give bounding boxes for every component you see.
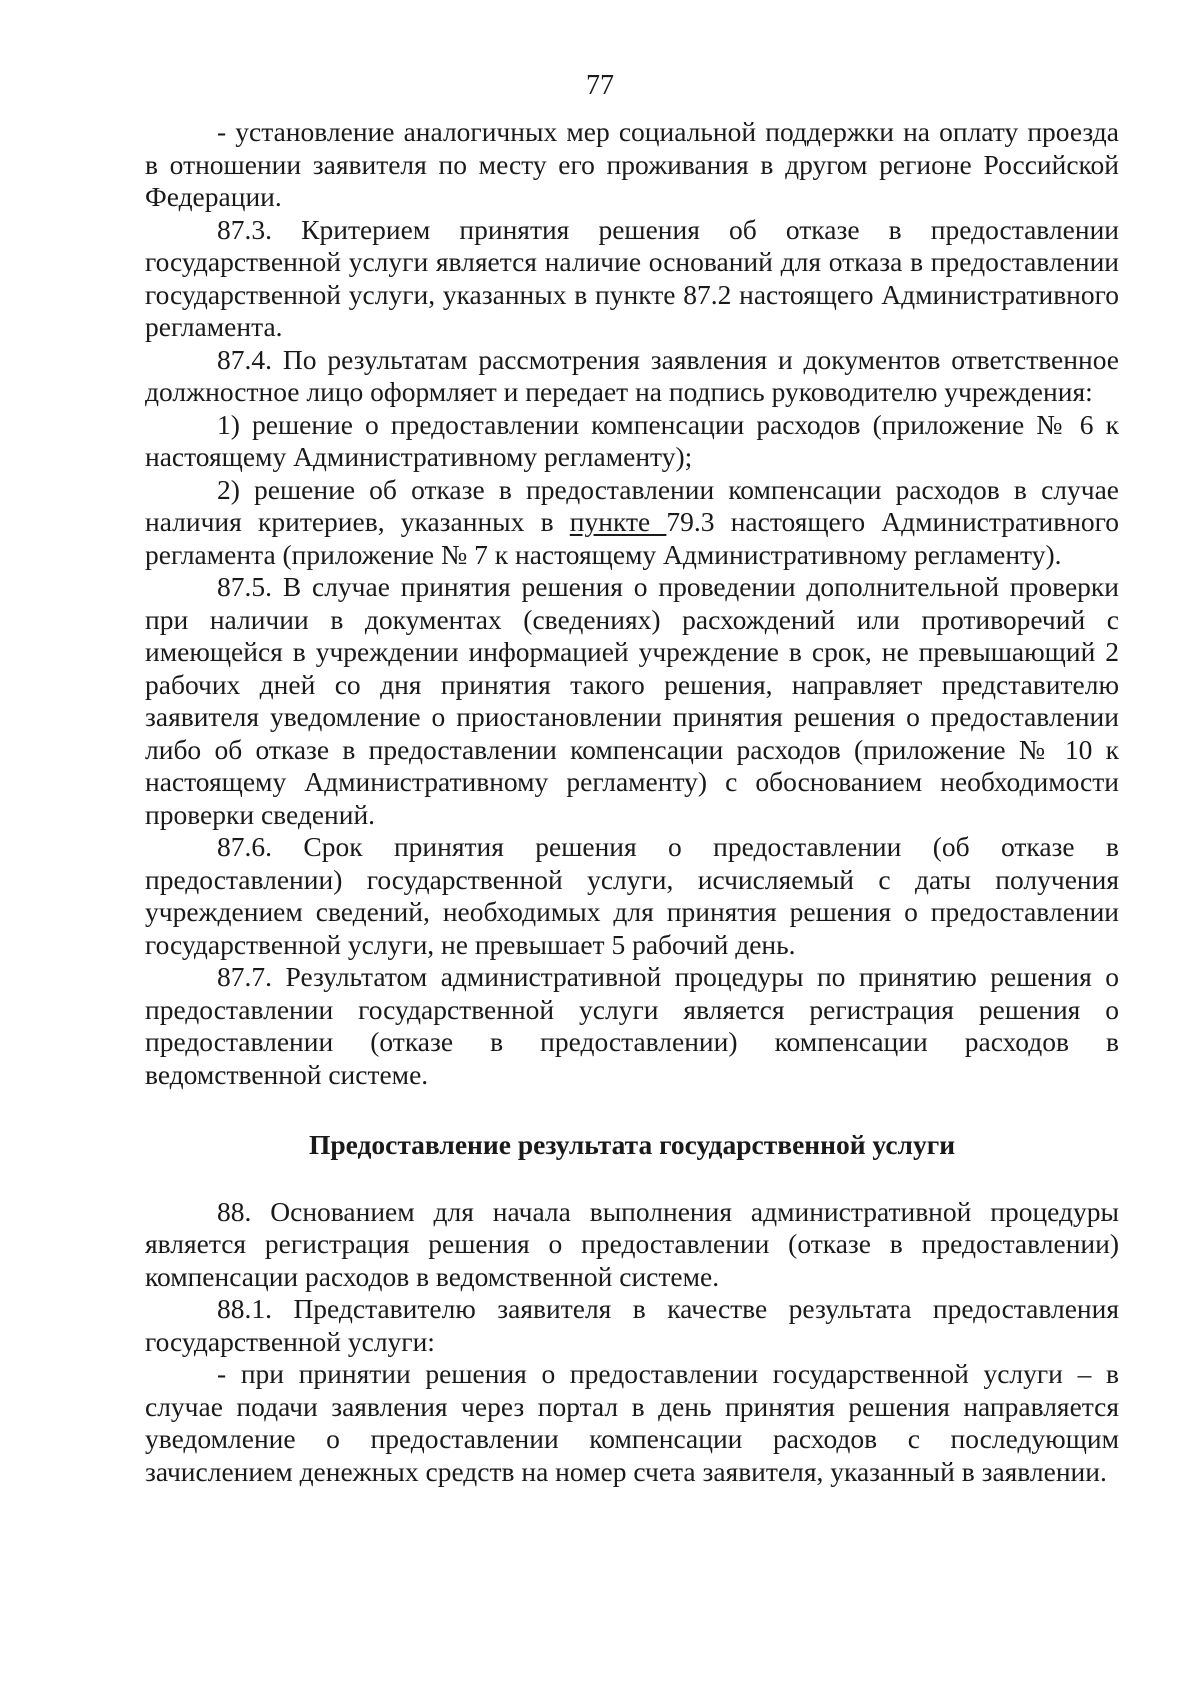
document-body	[145, 116, 1119, 1488]
paragraph-social-support-measures: - установление аналогичных мер социальной поддержки на оплату проезда в отношении заявителя по месту его проживания в другом регионе Российской Федерации.	[145, 116, 1119, 212]
paragraph-decision-refusal-start: 2) решение об отказе в предоставлении компенсации расходов в случае наличия критериев, указанных в	[145, 473, 1119, 537]
paragraph-87-4: 87.4. По результатам рассмотрения заявления и документов ответственное должностное лицо оформляет и передает на подпись руководителю учреждения:	[145, 343, 1119, 407]
page-number: 77	[586, 70, 614, 101]
clause-reference-link[interactable]: пункте	[569, 506, 667, 537]
paragraph-87-7: 87.7. Результатом административной процедуры по принятию решения о предоставлении государственной услуги является регистрация решения о предоставлении (отказе в предоставлении) компенсации расходов в ведомственной системе.	[145, 961, 1119, 1090]
paragraph-87-3: 87.3. Критерием принятия решения об отказе в предоставлении государственной услуги является наличие оснований для отказа в предоставлении государственной услуги, указанных в пункте 87.2 настоящего Административного регламента.	[145, 213, 1119, 342]
paragraph-decision-refusal	[145, 474, 1119, 572]
paragraph-87-6: 87.6. Срок принятия решения о предоставлении (об отказе в предоставлении) государственной услуги, исчисляемый с даты получения учреждением сведений, необходимых для принятия решения о предоставлении государственной услуги, не превышает 5 рабочий день.	[145, 831, 1119, 960]
paragraph-87-5: 87.5. В случае принятия решения о проведении дополнительной проверки при наличии в документах (сведениях) расхождений или противоречий с имеющейся в учреждении информацией учреждение в срок, не превышающий 2 рабочих дней со дня принятия такого решения, направляет представителю заявителя уведомление о приостановлении принятия решения о предоставлении либо об отказе в предоставлении компенсации расходов (приложение № 10 к настоящему Административному регламенту) с обоснованием необходимости проверки сведений.	[145, 571, 1119, 830]
paragraph-decision-refusal-end: 79.3 настоящего Административного регламента (приложение № 7 к настоящему Административному регламенту).	[145, 506, 1120, 570]
paragraph-result-notification: - при принятии решения о предоставлении государственной услуги – в случае подачи заявления через портал в день принятия решения направляется уведомление о предоставлении компенсации расходов с последующим зачислением денежных средств на номер счета заявителя, указанный в заявлении.	[145, 1358, 1119, 1487]
paragraph-88: 88. Основанием для начала выполнения административной процедуры является регистрация решения о предоставлении (отказе в предоставлении) компенсации расходов в ведомственной системе.	[145, 1195, 1119, 1292]
section-heading: Предоставление результата государственной услуги	[308, 1129, 956, 1160]
paragraph-decision-grant: 1) решение о предоставлении компенсации расходов (приложение № 6 к настоящему Административному регламенту);	[145, 408, 1119, 472]
paragraph-88-1: 88.1. Представителю заявителя в качестве результата предоставления государственной услуги:	[145, 1293, 1119, 1357]
